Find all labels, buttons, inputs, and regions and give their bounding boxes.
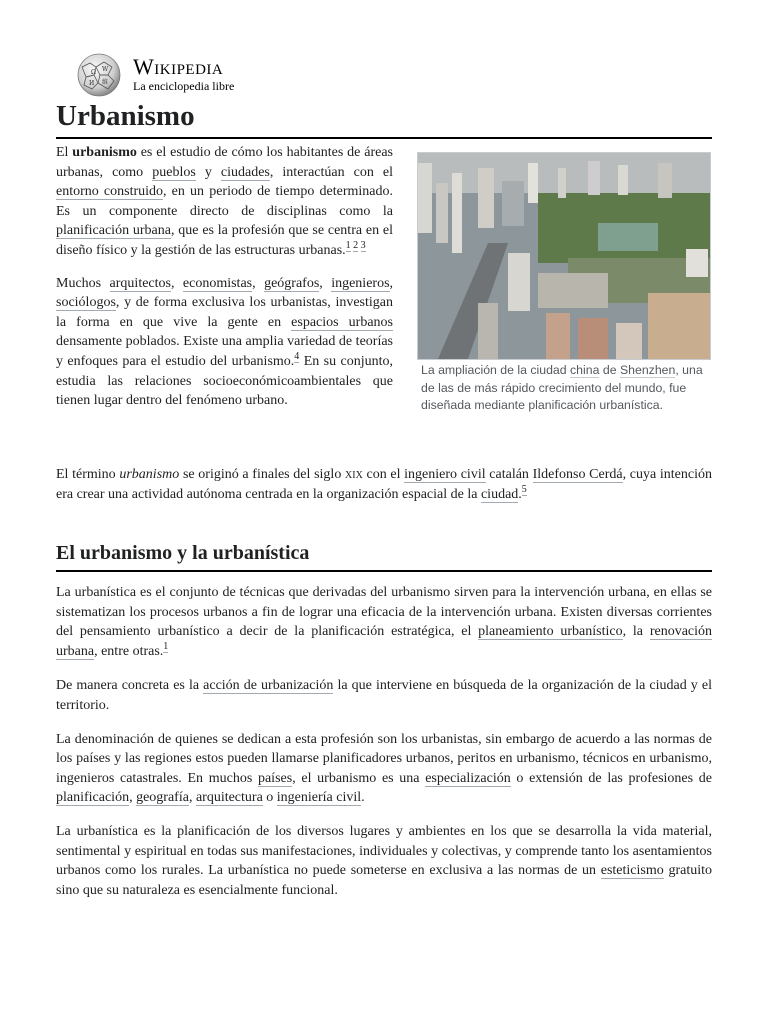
article-link[interactable]: china [570,363,600,377]
italic-term: urbanismo [119,467,180,482]
reference-superscript[interactable] [346,240,351,252]
article-link[interactable]: esteticismo [600,863,664,879]
reference-link[interactable]: 3 [360,240,366,252]
svg-text:維: 維 [102,79,109,86]
article-link[interactable]: ingeniero civil [404,467,486,482]
origin-paragraph-block [56,465,712,504]
article-link[interactable]: acción de urbanización [203,678,334,694]
logo-tagline: La enciclopedia libre [133,79,235,93]
section-body [56,583,712,900]
reference-superscript[interactable] [361,240,366,252]
reference-superscript[interactable] [294,351,299,363]
wikipedia-globe-icon [74,53,124,97]
reference-link[interactable]: 1 [163,641,169,653]
svg-text:И: И [89,80,95,87]
page-title: Urbanismo [56,96,712,139]
intro-paragraph-2: Muchos arquitectos, economistas, geógrafos, ingenieros, sociólogos, y de forma exclusiva los urbanistas, investigan la forma en que vive la gente en espacios urbanos densamente poblados. Existe una amplia variedad de teorías y enfoques para el estudio del urbanismo.$^4$ En su conjunto, estudia las relaciones socioeconómicoambientales que tienen lugar dentro del fenómeno urbano. [56,275,394,409]
article-link[interactable]: arquitectura [195,790,263,806]
article-link[interactable]: ingenieros [331,275,390,291]
section-heading: El urbanismo y la urbanística [56,540,712,572]
article-link[interactable]: renovación urbana [56,624,713,659]
article-link[interactable]: Ildefonso Cerdá [532,467,623,482]
reference-link[interactable]: 2 [353,240,359,252]
article-link[interactable]: Shenzhen [619,363,676,377]
article-link[interactable]: economistas [182,275,253,291]
article-link[interactable]: ingeniería civil [276,790,362,806]
article-link[interactable]: ciudades [220,164,270,180]
origin-paragraph: El término urbanismo se originó a finales del siglo xix con el ingeniero civil catalán Ildefonso Cerdá, cuya intención era crear una actividad autónoma centrada en la organización espacial de la ciudad.$^5$ [56,467,712,502]
article-link[interactable]: geógrafos [264,275,320,291]
article-link[interactable]: espacios urbanos [291,314,393,330]
section-paragraph-1: La urbanística es el conjunto de técnicas que derivadas del urbanismo sirven para la intervención urbana, en ellas se sistematizan los procesos urbanos a fin de lograr una eficacia de la intervención urbana. Existen diversas corrientes del pensamiento urbanístico a decir de la planificación estratégica, el planeamiento urbanístico, la renovación urbana, entre otras.$^1$ [56,585,713,659]
article-link[interactable]: planificación urbana [56,223,171,239]
reference-superscript[interactable] [163,641,168,653]
article-link[interactable]: geografía [136,790,189,806]
article-link[interactable]: países [257,770,293,786]
reference-link[interactable]: 5 [521,483,527,495]
thumbnail-figure [417,152,711,415]
article-link[interactable]: ciudad [480,486,519,502]
article-link[interactable]: entorno construido [56,184,164,200]
article-link[interactable]: arquitectos [109,275,171,291]
logo-wordmark: Wikipedia [133,54,224,79]
reference-link[interactable]: 1 [345,240,351,252]
svg-text:Ω: Ω [91,69,96,76]
intro-column [56,143,393,411]
small-caps-text: xix [345,467,363,482]
shenzhen-aerial-photo[interactable] [417,152,711,360]
article-link[interactable]: planeamiento urbanístico [478,624,623,640]
reference-link[interactable]: 4 [294,351,300,363]
article-link[interactable]: pueblos [152,164,196,180]
article-link[interactable]: planificación [56,790,130,806]
section-paragraph-2: De manera concreta es la acción de urbanización la que interviene en búsqueda de la organización de la ciudad y el territorio. [56,678,712,713]
article-link[interactable]: especialización [425,770,511,786]
section-paragraph-4: La urbanística es la planificación de los diversos lugares y ambientes en los que se desarrolla la vida material, sentimental y espiritual en todas sus manifestaciones, individuales y colectivas, y comprende tanto los asentamientos urbanos como los rurales. La urbanística no puede someterse en exclusiva a las normas de un esteticismo gratuito sino que su naturaleza es esencialmente funcional. [56,823,712,898]
figure-caption: La ampliación de la ciudad china de Shenzhen, una de las de más rápido crecimiento del mundo, fue diseñada mediante planificación urbanística. [421,363,703,412]
intro-paragraph-1: El urbanismo es el estudio de cómo los habitantes de áreas urbanas, como pueblos y ciudades, interactúan con el entorno construido, en un periodo de tiempo determinado. Es un componente directo de disciplinas como la planificación urbana, que es la profesión que se centra en el diseño físico y la gestión de las estructuras urbanas.$^1$ $^2$ $^3$ [56,145,393,258]
bold-term: urbanismo [72,145,137,160]
section-paragraph-3: La denominación de quienes se dedican a esta profesión son los urbanistas, sin embargo de acuerdo a las normas de los países y las regiones estos pueden llamarse planificadores urbanos, peritos en urbanismo, técnicos en urbanismo, ingenieros catastrales. En muchos países, el urbanismo es una especialización o extensión de las profesiones de planificación, geografía, arquitectura o ingeniería civil. [56,731,712,806]
svg-text:W: W [102,66,109,73]
wikipedia-logo[interactable] [74,53,264,97]
reference-superscript[interactable] [522,484,527,496]
article-link[interactable]: sociólogos [56,295,116,311]
